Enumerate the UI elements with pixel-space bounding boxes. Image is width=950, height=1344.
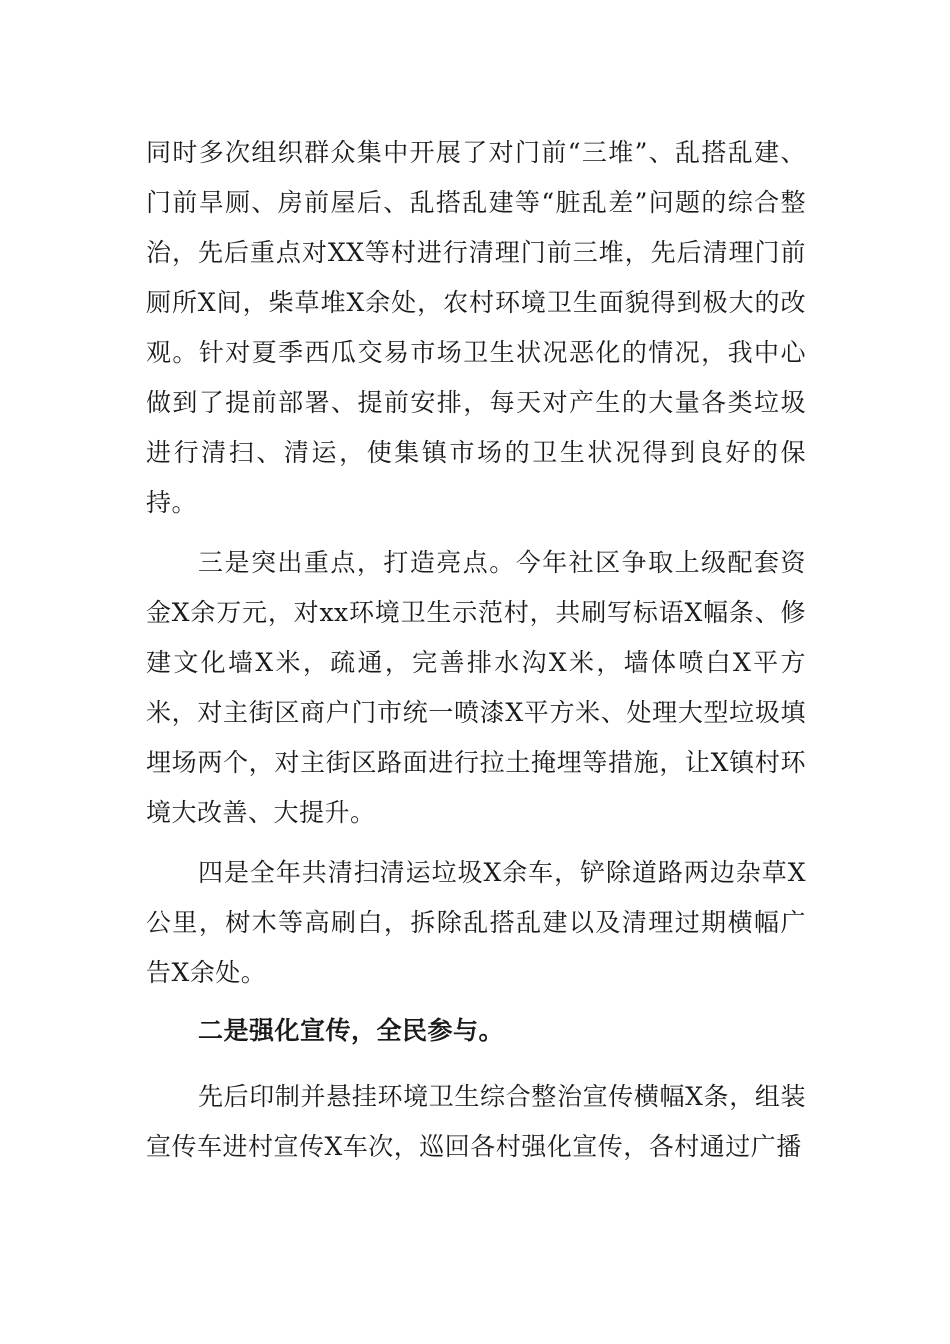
paragraph-text: 三是突出重点，打造亮点。今年社区争取上级配套资金X余万元，对xx环境卫生示范村，共刷写标语X幅条、修建文化墙X米，疏通，完善排水沟X米，墙体喷白X平方米，对主街区商户门市统一喷漆X平方米、处理大型垃圾填埋场两个，对主街区路面进行拉土掩埋等措施，让X镇村环境大改善、大提升。 xyxy=(146,548,806,827)
paragraph-text: 同时多次组织群众集中开展了对门前“三堆”、乱搭乱建、门前旱厕、房前屋后、乱搭乱建等“脏乱差”问题的综合整治，先后重点对XX等村进行清理门前三堆，先后清理门前厕所X间，柴草堆X余处，农村环境卫生面貌得到极大的改观。针对夏季西瓜交易市场卫生状况恶化的情况，我中心做到了提前部署、提前安排，每天对产生的大量各类垃圾进行清扫、清运，使集镇市场的卫生状况得到良好的保持。 xyxy=(146,138,806,517)
paragraph-publicity xyxy=(146,1072,806,1172)
heading-text: 二是强化宣传，全民参与。 xyxy=(198,1016,505,1045)
paragraph-key-points-three xyxy=(146,538,806,838)
section-heading xyxy=(146,1006,806,1056)
paragraph-text: 先后印制并悬挂环境卫生综合整治宣传横幅X条，组装宣传车进村宣传X车次，巡回各村强化宣传，各村通过广播 xyxy=(146,1082,806,1161)
paragraph-text: 四是全年共清扫清运垃圾X余车，铲除道路两边杂草X公里，树木等高刷白，拆除乱搭乱建以及清理过期横幅广告X余处。 xyxy=(146,858,806,987)
paragraph-key-points-four xyxy=(146,848,806,998)
paragraph-continued xyxy=(146,128,806,528)
